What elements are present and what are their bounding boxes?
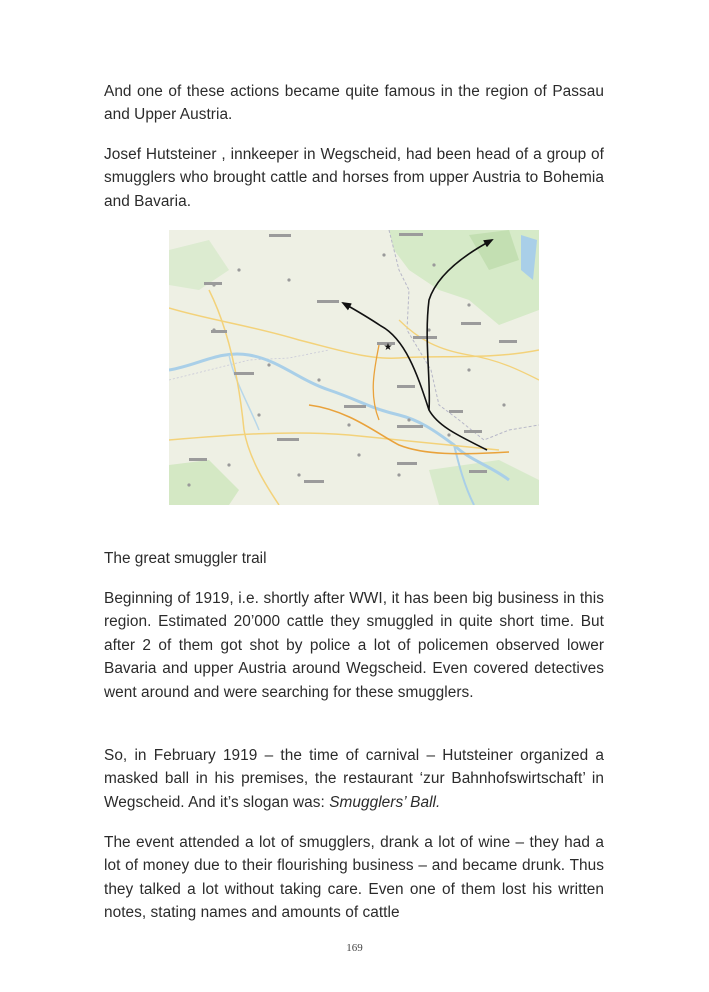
slogan-italic: Smugglers’ Ball.	[329, 793, 441, 811]
page-number: 169	[346, 942, 363, 954]
masked-ball-text: So, in February 1919 – the time of carnival – Hutsteiner organized a masked ball in his premises, the restaurant ‘zur Bahnhofswirtschaft’ in Wegscheid. And it’s slogan was:	[104, 747, 604, 811]
smuggler-route-map	[169, 230, 539, 505]
paragraph-hutsteiner: Josef Hutsteiner , innkeeper in Wegscheid, had been head of a group of smugglers who brought cattle and horses from upper Austria to Bohemia and Bavaria.	[104, 146, 604, 210]
paragraph-event: The event attended a lot of smugglers, drank a lot of wine – they had a lot of money due to their flourishing business – and became drunk. Thus they talked a lot without taking care. Even one of them lost his written notes, stating names and amounts of cattle	[104, 834, 604, 922]
paragraph-intro: And one of these actions became quite famous in the region of Passau and Upper Austria.	[104, 83, 604, 124]
paragraph-business: Beginning of 1919, i.e. shortly after WWI, it has been big business in this region. Estimated 20’000 cattle they smuggled in quite short time. But after 2 of them got shot by police a lot of policemen observed lower Bavaria and upper Austria around Wegscheid. Even covered detectives went around and were searching for these smugglers.	[104, 590, 604, 701]
star-icon: ★	[383, 342, 393, 353]
section-heading: The great smuggler trail	[104, 550, 267, 567]
paragraph-masked-ball	[104, 744, 604, 814]
